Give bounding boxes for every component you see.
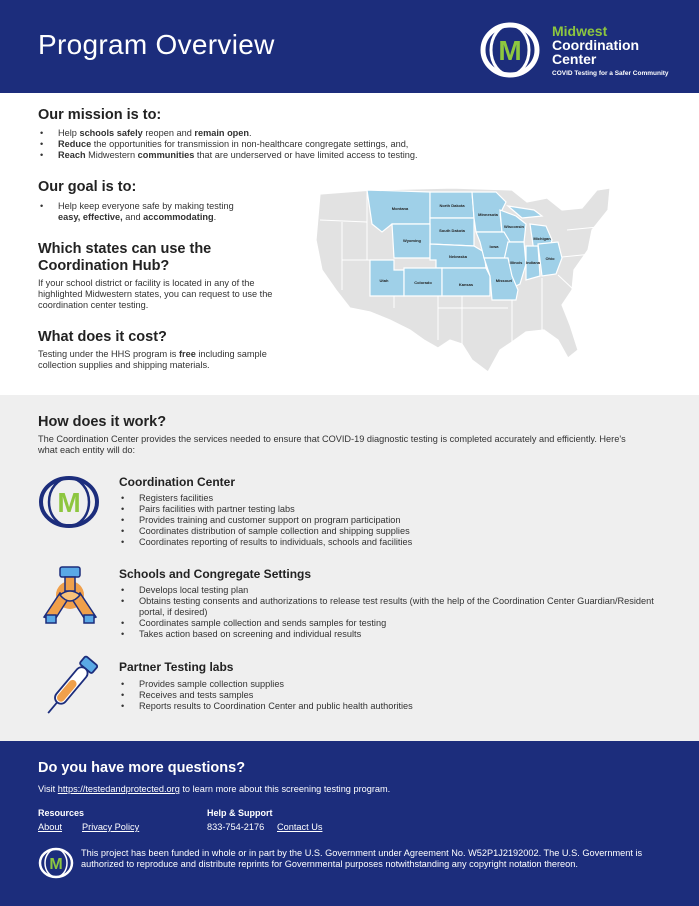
cost-heading: What does it cost? — [38, 329, 167, 345]
resources-label: Resources — [38, 808, 85, 818]
entity-item: • Reports results to Coordination Center and public health authorities — [119, 701, 659, 712]
phone-number: 833-754-2176 — [207, 822, 265, 832]
mission-list — [38, 128, 678, 161]
map-label-wisconsin: Wisconsin — [504, 224, 524, 229]
about-link[interactable]: About — [38, 822, 63, 832]
entity-item: • Receives and tests samples — [119, 690, 659, 701]
map-label-wyoming: Wyoming — [403, 238, 421, 243]
footer-logo-icon — [37, 847, 75, 879]
map-label-missouri: Missouri — [495, 278, 513, 283]
hands-together-icon — [38, 563, 102, 627]
entity-list — [119, 585, 659, 640]
cost-text: Testing under the HHS program is free including sample collection supplies and shipping materials. — [38, 349, 267, 370]
entity-item: • Takes action based on screening and individual results — [119, 629, 659, 640]
funding-disclaimer: This project has been funded in whole or in part by the U.S. Government under Agreement No. W52P1J2192002. The U.S. Government is authorized to reproduce and distribute reprints for Governmental purposes notwithstanding any copyright notation thereon. — [81, 848, 643, 869]
footer-heading: Do you have more questions? — [38, 760, 246, 776]
map-label-colorado: Colorado — [414, 280, 432, 285]
midwest-coordination-logo — [474, 20, 694, 80]
entity-title: Coordination Center — [119, 475, 235, 489]
states-heading: Which states can use the Coordination Hub? — [38, 241, 212, 274]
goal-item: • Help keep everyone safe by making testing easy, effective, and accommodating. — [38, 201, 278, 223]
entity-list — [119, 679, 659, 712]
privacy-policy-link[interactable]: Privacy Policy — [82, 822, 140, 832]
goal-list — [38, 201, 278, 223]
states-text: If your school district or facility is located in any of the highlighted Midwestern states, you can request to use the coordination center testing. — [38, 278, 273, 310]
mission-item: • Reduce the opportunities for transmission in non-healthcare congregate settings, and, — [38, 139, 678, 150]
entity-title: Schools and Congregate Settings — [119, 567, 312, 581]
logo-text — [552, 24, 669, 77]
logo-line-1: Midwest — [552, 23, 608, 39]
us-map — [312, 180, 612, 375]
mission-item: • Reach Midwestern communities that are underserved or have limited access to testing. — [38, 150, 678, 161]
map-label-nebraska: Nebraska — [448, 254, 468, 259]
entity-item: • Provides training and customer support on program participation — [119, 515, 659, 526]
map-label-utah: Utah — [379, 278, 389, 283]
entity-list — [119, 493, 659, 548]
logo-line-3: Center — [552, 51, 597, 67]
entity-item: • Coordinates sample collection and sends samples for testing — [119, 618, 659, 629]
map-label-ohio: Ohio — [545, 256, 555, 261]
logo-line-2: Coordination — [552, 37, 640, 53]
goal-heading: Our goal is to: — [38, 179, 137, 195]
footer — [0, 741, 699, 906]
logo-letter: M — [498, 35, 522, 66]
map-label-minnesota: Minnesota — [478, 212, 498, 217]
help-support-label: Help & Support — [207, 808, 273, 818]
entity-item: • Develops local testing plan — [119, 585, 659, 596]
coordination-logo-icon — [474, 20, 546, 80]
map-label-michigan: Michigan — [533, 236, 551, 241]
map-label-illinois: Illinois — [509, 260, 523, 265]
entity-title: Partner Testing labs — [119, 660, 234, 674]
map-label-south-dakota: South Dakota — [439, 228, 465, 233]
how-heading: How does it work? — [38, 414, 167, 430]
contact-us-link[interactable]: Contact Us — [277, 822, 323, 832]
entity-item: • Coordinates reporting of results to individuals, schools and facilities — [119, 537, 659, 548]
map-label-iowa: Iowa — [489, 244, 499, 249]
mission-item: • Help schools safely reopen and remain open. — [38, 128, 678, 139]
map-label-montana: Montana — [391, 206, 409, 211]
how-intro: The Coordination Center provides the services needed to ensure that COVID-19 diagnostic testing is completed accurately and efficiently. Here's what each entity will do: — [38, 434, 626, 455]
entity-item: • Obtains testing consents and authorizations to release test results (with the help of the Coordination Center Guardian/Resident portal, if desired) — [119, 596, 659, 618]
map-label-indiana: Indiana — [525, 260, 541, 265]
logo-tagline: COVID Testing for a Safer Community — [552, 70, 669, 77]
svg-text:M: M — [49, 856, 63, 873]
website-link[interactable]: https://testedandprotected.org — [57, 784, 180, 794]
page-title: Program Overview — [38, 29, 275, 60]
map-label-north-dakota: North Dakota — [439, 203, 465, 208]
entity-item: • Provides sample collection supplies — [119, 679, 659, 690]
page-header — [0, 0, 699, 93]
mission-heading: Our mission is to: — [38, 107, 162, 123]
coordination-logo-icon — [37, 470, 101, 534]
footer-visit: Visit https://testedandprotected.org to learn more about this screening testing program. — [38, 784, 391, 794]
svg-text:M: M — [57, 487, 81, 518]
entity-item: • Coordinates distribution of sample collection and shipping supplies — [119, 526, 659, 537]
test-tube-icon — [38, 655, 102, 719]
how-it-works-section — [0, 395, 699, 741]
entity-item: • Pairs facilities with partner testing labs — [119, 504, 659, 515]
entity-item: • Registers facilities — [119, 493, 659, 504]
map-label-kansas: Kansas — [458, 282, 474, 287]
